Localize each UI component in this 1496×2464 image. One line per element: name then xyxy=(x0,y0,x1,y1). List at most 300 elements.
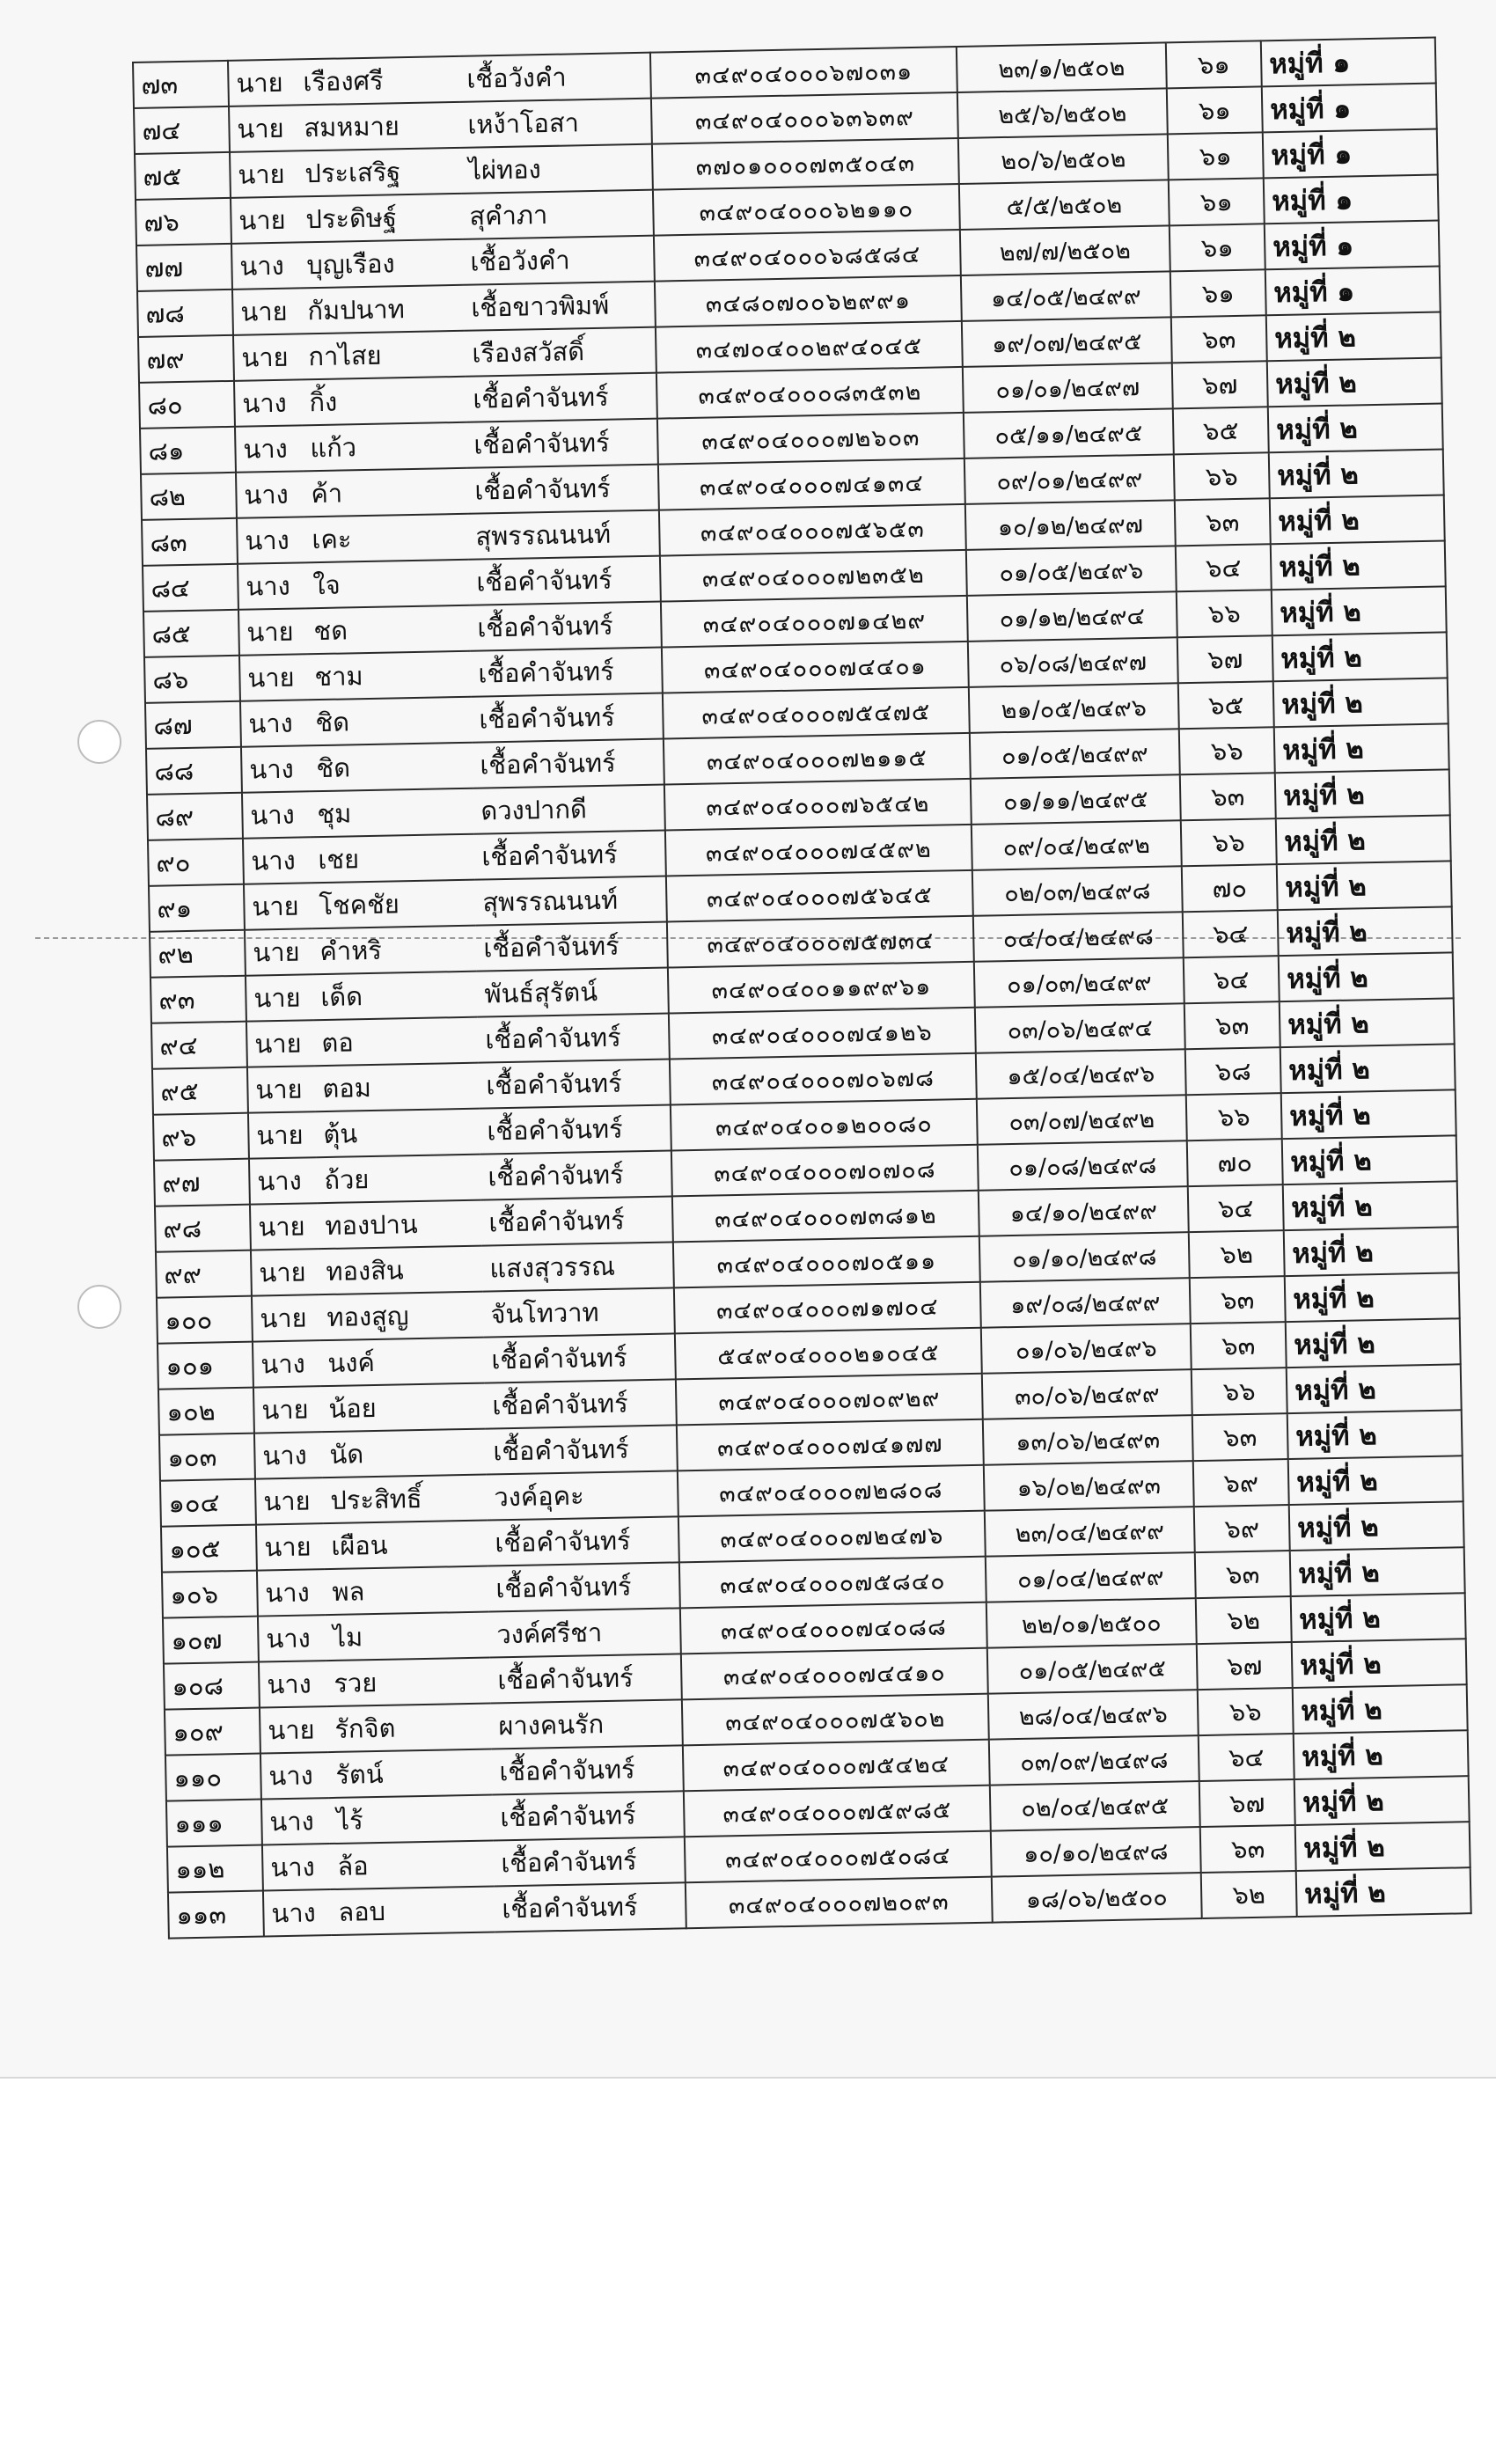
last-name-cell: เชื้อคำจันทร์ xyxy=(485,1379,677,1428)
id-number-cell: ๓๔๙๐๔๐๐๐๖๘๕๘๔ xyxy=(654,230,961,282)
birth-date-cell: ๑๔/๑๐/๒๔๙๙ xyxy=(979,1186,1189,1236)
title-cell: นาย xyxy=(247,1066,316,1112)
id-number-cell: ๓๔๙๐๔๐๐๐๗๔๔๐๑ xyxy=(662,642,969,693)
village-cell: หมู่ที่ ๒ xyxy=(1273,678,1448,727)
id-number-cell: ๓๔๙๐๔๐๐๐๗๒๖๐๓ xyxy=(657,413,964,465)
birth-date-cell: ๐๕/๑๑/๒๔๙๕ xyxy=(964,408,1174,458)
birth-date-cell: ๒๘/๐๔/๒๔๙๖ xyxy=(988,1690,1199,1740)
row-number: ๑๐๓ xyxy=(159,1434,255,1481)
birth-date-cell: ๑๙/๐๗/๒๔๙๕ xyxy=(962,317,1172,367)
id-number-cell: ๓๔๙๐๔๐๐๐๘๓๕๓๒ xyxy=(656,367,964,419)
row-number: ๙๑ xyxy=(149,884,245,932)
age-cell: ๖๘ xyxy=(1185,1047,1281,1095)
title-cell: นาย xyxy=(246,1020,315,1067)
row-number: ๗๘ xyxy=(137,290,233,337)
age-cell: ๖๑ xyxy=(1167,86,1263,134)
first-name-cell: ตุ้น xyxy=(316,1109,480,1158)
age-cell: ๗๐ xyxy=(1182,864,1278,912)
village-cell: หมู่ที่ ๒ xyxy=(1281,1089,1456,1139)
last-name-cell: วงค์อุคะ xyxy=(487,1470,678,1520)
row-number: ๘๓ xyxy=(142,518,238,566)
row-number: ๘๖ xyxy=(144,656,240,703)
age-cell: ๖๖ xyxy=(1198,1688,1294,1735)
first-name-cell: ถ้วย xyxy=(317,1155,481,1204)
punch-hole xyxy=(77,720,121,764)
age-cell: ๖๑ xyxy=(1170,224,1265,271)
title-cell: นาง xyxy=(260,1752,329,1799)
village-cell: หมู่ที่ ๑ xyxy=(1264,175,1439,224)
title-cell: นาง xyxy=(259,1661,327,1707)
row-number: ๙๓ xyxy=(150,976,246,1023)
age-cell: ๖๒ xyxy=(1201,1871,1297,1918)
id-number-cell: ๓๔๙๐๔๐๐๐๗๖๕๔๒ xyxy=(664,779,972,831)
id-number-cell: ๓๔๙๐๔๐๐๐๗๕๖๐๒ xyxy=(682,1694,989,1746)
village-cell: หมู่ที่ ๒ xyxy=(1277,861,1452,910)
last-name-cell: เชื้อคำจันทร์ xyxy=(488,1516,679,1566)
title-cell: นาย xyxy=(229,105,297,151)
last-name-cell: เชื้อคำจันทร์ xyxy=(494,1837,686,1886)
age-cell: ๖๔ xyxy=(1184,956,1280,1003)
age-cell: ๖๒ xyxy=(1189,1230,1285,1278)
title-cell: นาง xyxy=(263,1889,332,1936)
title-cell: นาย xyxy=(245,928,313,975)
village-cell: หมู่ที่ ๒ xyxy=(1267,358,1442,407)
village-cell: หมู่ที่ ๑ xyxy=(1263,129,1438,179)
first-name-cell: ใจ xyxy=(305,560,470,609)
id-number-cell: ๓๔๙๐๔๐๐๐๗๕๐๘๔ xyxy=(685,1831,992,1883)
id-number-cell: ๓๔๙๐๔๐๐๐๗๔๔๑๐ xyxy=(681,1648,988,1700)
title-cell: นาง xyxy=(258,1615,326,1661)
row-number: ๙๕ xyxy=(152,1067,248,1115)
birth-date-cell: ๐๖/๐๘/๒๔๙๗ xyxy=(968,637,1178,687)
id-number-cell: ๓๔๙๐๔๐๐๐๗๒๔๗๖ xyxy=(678,1511,986,1563)
last-name-cell: เชื้อคำจันทร์ xyxy=(493,1791,685,1840)
title-cell: นาง xyxy=(262,1844,331,1890)
id-number-cell: ๓๔๙๐๔๐๐๐๗๕๘๔๐ xyxy=(679,1557,986,1609)
row-number: ๙๗ xyxy=(154,1159,250,1206)
id-number-cell: ๓๔๙๐๔๐๐๑๑๙๙๖๑ xyxy=(668,962,975,1014)
birth-date-cell: ๑๐/๑๐/๒๔๙๘ xyxy=(991,1827,1201,1877)
village-cell: หมู่ที่ ๑ xyxy=(1265,267,1441,316)
first-name-cell: เคะ xyxy=(304,514,469,563)
row-number: ๗๔ xyxy=(134,106,230,154)
registry-table-body xyxy=(133,38,1471,1939)
title-cell: นาย xyxy=(255,1478,324,1524)
last-name-cell: ผางคนรัก xyxy=(491,1699,683,1749)
last-name-cell: เชื้อคำจันทร์ xyxy=(478,1013,670,1062)
id-number-cell: ๓๔๙๐๔๐๐๐๗๔๑๒๖ xyxy=(669,1008,976,1060)
age-cell: ๖๓ xyxy=(1190,1276,1286,1324)
first-name-cell: เรืองศรี xyxy=(296,56,460,106)
village-cell: หมู่ที่ ๒ xyxy=(1280,1044,1456,1093)
row-number: ๘๕ xyxy=(143,610,239,657)
village-cell: หมู่ที่ ๑ xyxy=(1261,38,1436,87)
id-number-cell: ๓๔๙๐๔๐๐๐๗๓๘๑๒ xyxy=(672,1191,979,1243)
birth-date-cell: ๒๑/๐๕/๒๔๙๖ xyxy=(969,683,1179,733)
id-number-cell: ๓๔๙๐๔๐๐๐๗๒๓๕๒ xyxy=(660,550,967,602)
birth-date-cell: ๐๓/๐๙/๒๔๙๘ xyxy=(989,1735,1199,1786)
last-name-cell: เชื้อคำจันทร์ xyxy=(473,739,664,788)
first-name-cell: ทองสูญ xyxy=(319,1292,484,1341)
age-cell: ๖๑ xyxy=(1170,269,1266,317)
age-cell: ๗๐ xyxy=(1187,1139,1283,1186)
id-number-cell: ๕๔๙๐๔๐๐๐๒๑๐๔๕ xyxy=(675,1328,982,1380)
age-cell: ๖๓ xyxy=(1200,1825,1296,1873)
village-cell: หมู่ที่ ๒ xyxy=(1296,1867,1471,1917)
last-name-cell: เชื้อคำจันทร์ xyxy=(488,1562,680,1611)
first-name-cell: บุญเรือง xyxy=(299,239,464,289)
last-name-cell: เชื้อคำจันทร์ xyxy=(481,1196,673,1245)
id-number-cell: ๓๔๙๐๔๐๐๐๗๑๔๒๙ xyxy=(661,596,968,648)
birth-date-cell: ๐๓/๐๖/๒๔๙๔ xyxy=(975,1003,1185,1053)
village-cell: หมู่ที่ ๒ xyxy=(1275,769,1450,818)
last-name-cell: เชื้อคำจันทร์ xyxy=(474,831,666,880)
birth-date-cell: ๐๑/๑๒/๒๔๙๔ xyxy=(967,591,1177,642)
last-name-cell: จันโทวาท xyxy=(483,1287,675,1337)
age-cell: ๖๑ xyxy=(1169,178,1265,225)
title-cell: นาง xyxy=(237,517,305,563)
row-number: ๙๐ xyxy=(148,839,244,886)
first-name-cell: ชุม xyxy=(310,788,474,838)
first-name-cell: เผือน xyxy=(324,1521,488,1570)
id-number-cell: ๓๔๙๐๔๐๐๐๖๗๐๓๑ xyxy=(650,47,957,99)
last-name-cell: ดวงปากดี xyxy=(473,785,665,834)
title-cell: นาง xyxy=(240,700,309,746)
id-number-cell: ๓๔๘๐๗๐๐๖๒๙๙๑ xyxy=(655,275,962,327)
title-cell: นาง xyxy=(242,791,311,838)
first-name-cell: น้อย xyxy=(321,1383,486,1433)
id-number-cell: ๓๔๙๐๔๐๐๐๗๕๙๘๕ xyxy=(684,1786,991,1837)
birth-date-cell: ๐๑/๐๕/๒๔๙๙ xyxy=(970,729,1180,779)
first-name-cell: ล้อ xyxy=(330,1840,495,1889)
id-number-cell: ๓๔๙๐๔๐๐๐๗๒๐๙๓ xyxy=(686,1877,993,1929)
village-cell: หมู่ที่ ๒ xyxy=(1280,998,1455,1047)
age-cell: ๖๖ xyxy=(1177,590,1272,637)
age-cell: ๖๓ xyxy=(1171,315,1267,363)
title-cell: นาย xyxy=(230,150,298,197)
title-cell: นาย xyxy=(260,1706,328,1753)
village-cell: หมู่ที่ ๒ xyxy=(1292,1639,1467,1688)
id-number-cell: ๓๔๙๐๔๐๐๐๗๕๖๕๓ xyxy=(659,504,966,556)
age-cell: ๖๗ xyxy=(1177,635,1273,683)
village-cell: หมู่ที่ ๒ xyxy=(1268,403,1443,452)
title-cell: นาย xyxy=(252,1294,320,1341)
age-cell: ๖๗ xyxy=(1197,1642,1293,1690)
title-cell: นาง xyxy=(243,837,312,884)
village-cell: หมู่ที่ ๒ xyxy=(1287,1410,1463,1459)
id-number-cell: ๓๔๙๐๔๐๐๐๗๕๗๓๔ xyxy=(667,916,974,968)
village-cell: หมู่ที่ ๒ xyxy=(1293,1684,1468,1734)
first-name-cell: เด็ด xyxy=(313,972,478,1021)
birth-date-cell: ๐๑/๐๘/๒๔๙๘ xyxy=(978,1140,1188,1191)
village-cell: หมู่ที่ ๒ xyxy=(1272,586,1447,635)
village-cell: หมู่ที่ ๑ xyxy=(1262,84,1437,133)
row-number: ๗๖ xyxy=(136,198,231,246)
id-number-cell: ๓๔๙๐๔๐๐๐๗๐๖๗๘ xyxy=(670,1053,977,1105)
first-name-cell: ทองสิน xyxy=(319,1246,483,1295)
title-cell: นาง xyxy=(238,562,306,609)
last-name-cell: เชื้อคำจันทร์ xyxy=(492,1745,684,1794)
village-cell: หมู่ที่ ๒ xyxy=(1283,1181,1458,1230)
birth-date-cell: ๒๐/๖/๒๕๐๒ xyxy=(958,134,1169,184)
birth-date-cell: ๐๓/๐๗/๒๔๙๒ xyxy=(977,1095,1187,1145)
first-name-cell: ชิด xyxy=(309,743,473,792)
birth-date-cell: ๐๑/๐๕/๒๔๙๕ xyxy=(987,1644,1198,1694)
title-cell: นาย xyxy=(251,1249,319,1295)
row-number: ๑๐๕ xyxy=(161,1525,257,1573)
last-name-cell: สุพรรณนนท์ xyxy=(468,510,660,560)
title-cell: นาย xyxy=(232,288,301,334)
village-cell: หมู่ที่ ๒ xyxy=(1279,952,1454,1001)
row-number: ๑๑๐ xyxy=(165,1754,261,1801)
title-cell: นาย xyxy=(256,1523,325,1570)
row-number: ๘๒ xyxy=(141,473,237,520)
last-name-cell: เชื้อคำจันทร์ xyxy=(479,1059,671,1108)
title-cell: นาง xyxy=(257,1569,326,1616)
first-name-cell: กาไสย xyxy=(301,331,466,380)
last-name-cell: เชื้อคำจันทร์ xyxy=(476,922,668,972)
first-name-cell: พล xyxy=(325,1566,489,1616)
birth-date-cell: ๑๙/๐๘/๒๔๙๙ xyxy=(980,1278,1191,1328)
title-cell: นาย xyxy=(246,974,314,1021)
last-name-cell: เชื้อวังคำ xyxy=(459,53,651,102)
first-name-cell: นัด xyxy=(322,1429,487,1478)
row-number: ๘๙ xyxy=(147,793,243,840)
title-cell: นาย xyxy=(244,883,312,929)
title-cell: นาย xyxy=(253,1386,322,1433)
birth-date-cell: ๑๘/๐๖/๒๕๐๐ xyxy=(992,1873,1202,1923)
village-cell: หมู่ที่ ๒ xyxy=(1285,1272,1460,1322)
title-cell: นาย xyxy=(233,334,302,380)
last-name-cell: แสงสุวรรณ xyxy=(482,1242,674,1291)
last-name-cell: เชื้อคำจันทร์ xyxy=(467,465,659,514)
first-name-cell: รวย xyxy=(326,1658,491,1707)
punch-hole xyxy=(77,1285,121,1329)
birth-date-cell: ๒๕/๖/๒๕๐๒ xyxy=(957,88,1168,138)
row-number: ๑๑๒ xyxy=(167,1845,263,1893)
village-cell: หมู่ที่ ๒ xyxy=(1282,1135,1457,1184)
title-cell: นาง xyxy=(261,1798,330,1844)
row-number: ๗๗ xyxy=(136,244,232,291)
age-cell: ๖๔ xyxy=(1176,544,1272,591)
birth-date-cell: ๐๑/๐๖/๒๔๙๖ xyxy=(981,1324,1192,1374)
age-cell: ๖๗ xyxy=(1199,1779,1295,1827)
title-cell: นาง xyxy=(254,1432,323,1478)
village-cell: หมู่ที่ ๒ xyxy=(1266,312,1441,362)
last-name-cell: เชื้อคำจันทร์ xyxy=(480,1104,671,1154)
first-name-cell: ชด xyxy=(306,605,471,655)
row-number: ๑๐๙ xyxy=(165,1708,260,1756)
last-name-cell: เชื้อคำจันทร์ xyxy=(486,1425,678,1474)
age-cell: ๖๓ xyxy=(1192,1413,1288,1461)
age-cell: ๖๓ xyxy=(1184,1001,1280,1049)
first-name-cell: ตอม xyxy=(315,1063,480,1112)
row-number: ๘๐ xyxy=(139,381,235,429)
title-cell: นาง xyxy=(236,471,304,517)
birth-date-cell: ๒๗/๗/๒๕๐๒ xyxy=(960,225,1170,275)
birth-date-cell: ๑๔/๐๕/๒๔๙๙ xyxy=(961,271,1171,321)
last-name-cell: เชื้อคำจันทร์ xyxy=(490,1654,682,1703)
first-name-cell: ลอบ xyxy=(331,1886,495,1935)
registry-table-wrapper xyxy=(132,39,1387,1939)
id-number-cell: ๓๔๙๐๔๐๐๐๖๓๖๓๙ xyxy=(651,92,958,144)
age-cell: ๖๓ xyxy=(1175,498,1271,546)
age-cell: ๖๔ xyxy=(1199,1734,1294,1781)
first-name-cell: รักจิต xyxy=(327,1704,492,1753)
id-number-cell: ๓๔๙๐๔๐๐๐๗๐๙๒๙ xyxy=(676,1374,983,1426)
last-name-cell: ไผ่ทอง xyxy=(461,144,653,194)
id-number-cell: ๓๔๙๐๔๐๐๐๗๒๑๑๕ xyxy=(664,733,971,785)
row-number: ๙๒ xyxy=(150,930,246,978)
last-name-cell: เชื้อคำจันทร์ xyxy=(480,1150,672,1199)
title-cell: นาง xyxy=(235,425,304,472)
age-cell: ๖๑ xyxy=(1168,132,1264,180)
id-number-cell: ๓๔๙๐๔๐๐๐๗๕๔๗๕ xyxy=(663,687,970,739)
age-cell: ๖๓ xyxy=(1180,773,1276,820)
birth-date-cell: ๐๒/๐๔/๒๔๙๕ xyxy=(990,1781,1200,1831)
age-cell: ๖๖ xyxy=(1186,1093,1282,1140)
age-cell: ๖๖ xyxy=(1179,727,1275,774)
village-cell: หมู่ที่ ๒ xyxy=(1278,906,1453,956)
birth-date-cell: ๒๓/๐๔/๒๔๙๙ xyxy=(985,1507,1195,1557)
last-name-cell: เรืองสวัสดิ์ xyxy=(465,327,656,377)
village-cell: หมู่ที่ ๒ xyxy=(1276,815,1451,864)
village-cell: หมู่ที่ ๒ xyxy=(1284,1227,1459,1276)
last-name-cell: วงค์ศรีชา xyxy=(489,1608,681,1657)
title-cell: นาย xyxy=(248,1111,317,1158)
last-name-cell: เชื้อวังคำ xyxy=(463,236,655,285)
village-cell: หมู่ที่ ๒ xyxy=(1286,1318,1461,1368)
last-name-cell: เชื้อขาวพิมพ์ xyxy=(464,282,656,331)
row-number: ๑๑๑ xyxy=(166,1800,262,1847)
last-name-cell: เชื้อคำจันทร์ xyxy=(471,648,663,697)
age-cell: ๖๙ xyxy=(1194,1505,1290,1552)
last-name-cell: เชื้อคำจันทร์ xyxy=(472,693,664,743)
row-number: ๗๓ xyxy=(133,61,229,108)
birth-date-cell: ๐๑/๑๑/๒๔๙๕ xyxy=(971,774,1181,825)
birth-date-cell: ๓๐/๐๖/๒๔๙๙ xyxy=(982,1369,1192,1419)
village-cell: หมู่ที่ ๒ xyxy=(1271,540,1446,590)
village-cell: หมู่ที่ ๒ xyxy=(1294,1776,1470,1825)
row-number: ๘๘ xyxy=(146,747,242,795)
birth-date-cell: ๐๑/๑๐/๒๔๙๘ xyxy=(979,1232,1190,1282)
id-number-cell: ๓๔๙๐๔๐๐๐๖๒๑๑๐ xyxy=(653,184,960,236)
first-name-cell: คำหริ xyxy=(312,926,477,975)
birth-date-cell: ๐๒/๐๓/๒๔๙๘ xyxy=(972,866,1183,916)
row-number: ๙๖ xyxy=(153,1113,249,1161)
age-cell: ๖๔ xyxy=(1183,910,1279,957)
age-cell: ๖๓ xyxy=(1191,1322,1287,1369)
village-cell: หมู่ที่ ๒ xyxy=(1288,1456,1463,1505)
row-number: ๑๐๗ xyxy=(163,1617,259,1664)
row-number: ๑๐๖ xyxy=(162,1571,258,1618)
first-name-cell: กิ้ง xyxy=(302,377,466,426)
first-name-cell: นงค์ xyxy=(320,1338,485,1387)
last-name-cell: เชื้อคำจันทร์ xyxy=(469,556,661,605)
row-number: ๙๘ xyxy=(155,1205,251,1252)
birth-date-cell: ๐๑/๐๕/๒๔๙๖ xyxy=(966,546,1177,596)
id-number-cell: ๓๔๙๐๔๐๐๐๗๐๗๐๘ xyxy=(671,1145,979,1197)
first-name-cell: ค้า xyxy=(304,468,468,517)
last-name-cell: เหง้าโอสา xyxy=(460,99,652,148)
birth-date-cell: ๐๙/๐๔/๒๔๙๒ xyxy=(972,820,1182,870)
last-name-cell: สุคำภา xyxy=(462,190,654,239)
first-name-cell: ประสิทธิ์ xyxy=(323,1475,488,1524)
age-cell: ๖๑ xyxy=(1166,40,1262,88)
village-cell: หมู่ที่ ๒ xyxy=(1274,723,1449,773)
title-cell: นาย xyxy=(231,196,299,243)
first-name-cell: ชิด xyxy=(308,697,473,746)
age-cell: ๖๒ xyxy=(1196,1596,1292,1644)
first-name-cell: รัตน์ xyxy=(328,1749,493,1799)
last-name-cell: เชื้อคำจันทร์ xyxy=(484,1333,676,1382)
title-cell: นาง xyxy=(234,379,303,426)
age-cell: ๖๖ xyxy=(1181,818,1277,866)
row-number: ๘๑ xyxy=(140,427,236,474)
age-cell: ๖๕ xyxy=(1178,681,1274,729)
title-cell: นาย xyxy=(228,59,297,106)
age-cell: ๖๖ xyxy=(1192,1368,1287,1415)
birth-date-cell: ๑๓/๐๖/๒๔๙๓ xyxy=(983,1415,1193,1465)
row-number: ๑๑๓ xyxy=(168,1891,264,1939)
row-number: ๘๔ xyxy=(143,564,238,612)
first-name-cell: ประเสริฐ xyxy=(297,148,462,197)
birth-date-cell: ๐๔/๐๔/๒๔๙๘ xyxy=(973,912,1184,962)
village-cell: หมู่ที่ ๒ xyxy=(1290,1547,1465,1596)
row-number: ๑๐๒ xyxy=(158,1388,254,1435)
id-number-cell: ๓๔๙๐๔๐๐๐๗๔๐๘๘ xyxy=(680,1602,987,1654)
age-cell: ๖๕ xyxy=(1173,407,1269,454)
village-cell: หมู่ที่ ๒ xyxy=(1289,1501,1464,1551)
id-number-cell: ๓๔๙๐๔๐๐๐๗๔๑๓๔ xyxy=(658,458,965,510)
id-number-cell: ๓๔๙๐๔๐๐๐๗๕๖๔๕ xyxy=(666,870,973,922)
first-name-cell: สมหมาย xyxy=(297,102,461,151)
last-name-cell: เชื้อคำจันทร์ xyxy=(466,419,658,468)
registry-table xyxy=(132,37,1472,1940)
id-number-cell: ๓๔๙๐๔๐๐๐๗๔๑๗๗ xyxy=(677,1419,984,1471)
last-name-cell: เชื้อคำจันทร์ xyxy=(470,602,662,651)
first-name-cell: แก้ว xyxy=(303,422,467,472)
last-name-cell: เชื้อคำจันทร์ xyxy=(495,1882,686,1932)
row-number: ๙๙ xyxy=(156,1250,252,1298)
birth-date-cell: ๐๙/๐๑/๒๔๙๙ xyxy=(964,454,1175,504)
first-name-cell: ไร้ xyxy=(329,1794,494,1844)
title-cell: นาย xyxy=(239,654,308,700)
id-number-cell: ๓๔๙๐๔๐๐๐๗๕๔๒๔ xyxy=(683,1740,990,1792)
id-number-cell: ๓๔๙๐๔๐๐๑๒๐๐๘๐ xyxy=(671,1099,978,1151)
row-number: ๑๐๑ xyxy=(158,1342,253,1390)
age-cell: ๖๗ xyxy=(1172,361,1268,408)
birth-date-cell: ๐๑/๐๓/๒๔๙๙ xyxy=(974,957,1184,1008)
birth-date-cell: ๑๐/๑๒/๒๔๙๗ xyxy=(965,500,1176,550)
row-number: ๗๙ xyxy=(138,335,234,383)
first-name-cell: ไม xyxy=(326,1612,490,1661)
birth-date-cell: ๐๑/๐๔/๒๔๙๙ xyxy=(986,1552,1196,1602)
last-name-cell: สุพรรณนนท์ xyxy=(475,876,667,926)
age-cell: ๖๔ xyxy=(1188,1184,1284,1232)
village-cell: หมู่ที่ ๒ xyxy=(1291,1593,1466,1642)
id-number-cell: ๓๔๙๐๔๐๐๐๗๒๘๐๘ xyxy=(678,1465,985,1517)
village-cell: หมู่ที่ ๒ xyxy=(1295,1822,1470,1871)
first-name-cell: ชาม xyxy=(307,651,472,700)
id-number-cell: ๓๔๗๐๔๐๐๒๙๔๐๔๕ xyxy=(656,321,963,373)
row-number: ๙๔ xyxy=(151,1022,247,1069)
id-number-cell: ๓๗๐๑๐๐๐๗๓๕๐๔๓ xyxy=(652,138,959,190)
title-cell: นาง xyxy=(249,1157,318,1204)
village-cell: หมู่ที่ ๒ xyxy=(1269,449,1444,498)
birth-date-cell: ๐๑/๐๑/๒๔๙๗ xyxy=(963,363,1173,413)
age-cell: ๖๙ xyxy=(1193,1459,1289,1507)
